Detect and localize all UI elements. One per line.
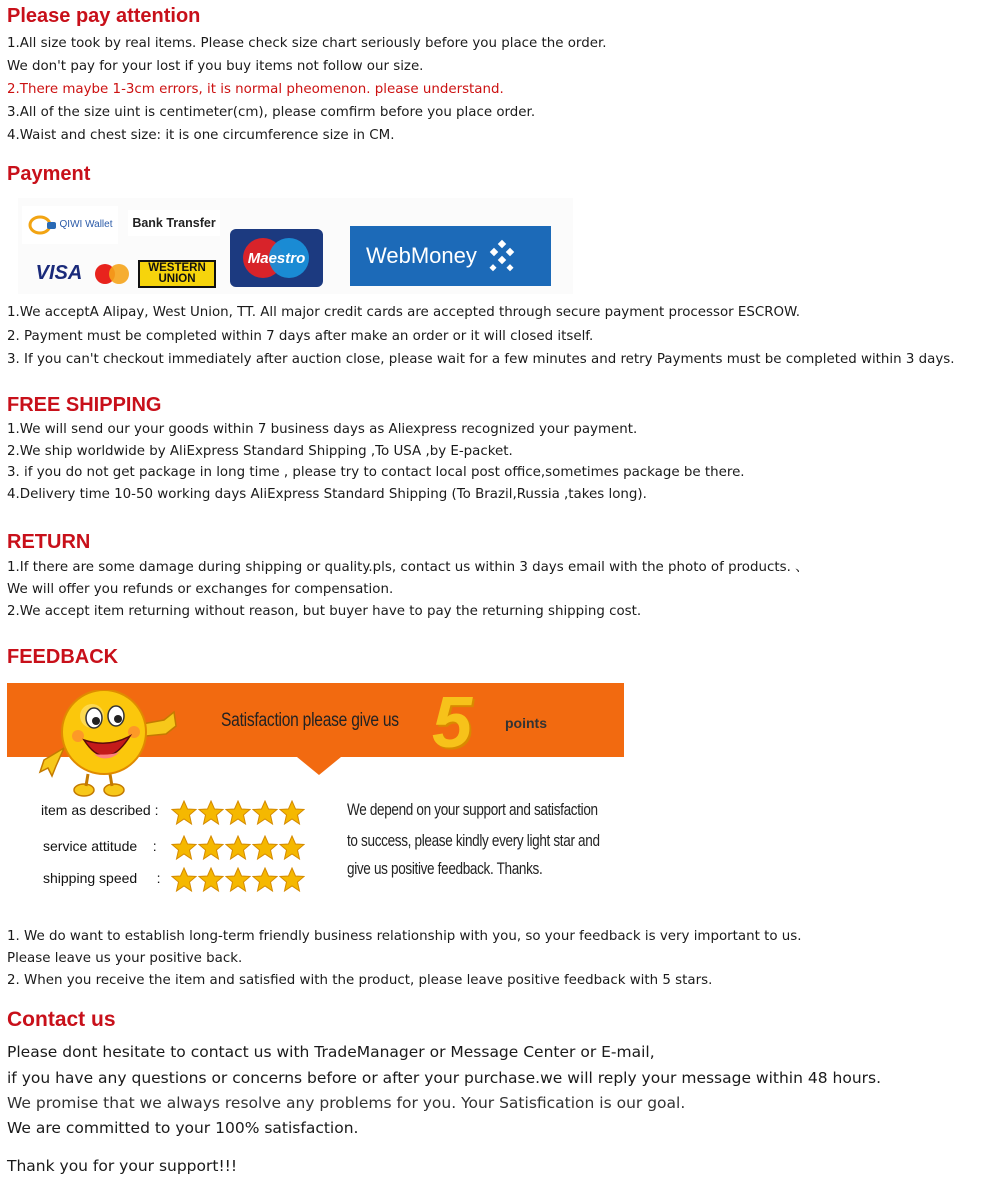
contact-line-5: Thank you for your support!!!: [7, 1157, 238, 1175]
contact-line-1: Please dont hesitate to contact us with TradeManager or Message Center or E-mail,: [7, 1043, 655, 1061]
payment-line-1: 1.We acceptA Alipay, West Union, TT. All major credit cards are accepted through secure payment processor ESCROW.: [7, 305, 801, 320]
contact-title: Contact us: [7, 1008, 116, 1031]
payment-title: Payment: [7, 163, 91, 185]
star-icon: [225, 867, 251, 893]
feedback-note-line-2: to success, please kindly every light star and: [347, 832, 600, 850]
western-union-logo: [138, 260, 216, 288]
attention-line-4: 3.All of the size uint is centimeter(cm), please comfirm before you place order.: [7, 105, 536, 120]
rating-stars-shipping: [171, 867, 305, 893]
star-icon: [279, 867, 305, 893]
shipping-line-3: 3. if you do not get package in long time , please try to contact local post office,sometimes package be there.: [7, 465, 745, 480]
attention-line-2: We don't pay for your lost if you buy items not follow our size.: [7, 59, 424, 74]
star-icon: [171, 800, 197, 826]
star-icon: [171, 835, 197, 861]
return-line-1: 1.If there are some damage during shipping or quality.pls, contact us within 3 days email with the photo of products. 、: [7, 560, 809, 575]
star-icon: [279, 800, 305, 826]
qiwi-icon: [28, 214, 58, 236]
contact-line-4: We are committed to your 100% satisfaction.: [7, 1119, 359, 1137]
star-icon: [252, 835, 278, 861]
star-icon: [198, 867, 224, 893]
webmoney-icon: [485, 239, 519, 273]
smiley-icon: [34, 690, 184, 798]
star-icon: [279, 835, 305, 861]
star-icon: [198, 800, 224, 826]
feedback-note-line-1: We depend on your support and satisfaction: [347, 801, 598, 819]
banner-suffix: points: [505, 715, 547, 731]
contact-line-2: if you have any questions or concerns before or after your purchase.we will reply your message within 48 hours.: [7, 1069, 882, 1087]
rating-stars-service: [171, 835, 305, 861]
contact-line-3: We promise that we always resolve any problems for you. Your Satisfication is our goal.: [7, 1094, 686, 1112]
banner-text: Satisfaction please give us: [221, 710, 399, 731]
payment-logos: [18, 198, 573, 294]
feedback-line-2: Please leave us your positive back.: [7, 951, 243, 966]
feedback-title: FEEDBACK: [7, 646, 119, 668]
qiwi-wallet-logo: [22, 206, 118, 244]
mastercard-logo: [90, 263, 134, 285]
western-union-line-2: UNION: [158, 273, 196, 285]
star-icon: [252, 800, 278, 826]
bank-transfer-logo: Bank Transfer: [128, 210, 220, 236]
rating-label-item: item as described :: [41, 802, 159, 818]
star-icon: [198, 835, 224, 861]
shipping-title: FREE SHIPPING: [7, 394, 162, 416]
shipping-line-2: 2.We ship worldwide by AliExpress Standard Shipping ,To USA ,by E-packet.: [7, 444, 513, 459]
banner-number: 5: [432, 683, 473, 763]
maestro-label: Maestro: [247, 249, 306, 267]
webmoney-label: WebMoney: [366, 243, 477, 268]
star-icon: [252, 867, 278, 893]
return-title: RETURN: [7, 531, 91, 553]
star-icon: [171, 867, 197, 893]
mastercard-icon: [90, 263, 134, 285]
maestro-logo: [230, 229, 323, 287]
visa-logo: VISA: [35, 261, 83, 284]
qiwi-label: QIWI Wallet: [59, 219, 113, 230]
rating-label-shipping: shipping speed :: [43, 870, 161, 886]
return-line-3: 2.We accept item returning without reason, but buyer have to pay the returning shipping cost.: [7, 604, 642, 619]
star-icon: [225, 800, 251, 826]
feedback-note-line-3: give us positive feedback. Thanks.: [347, 860, 543, 878]
rating-stars-item: [171, 800, 305, 826]
shipping-line-4: 4.Delivery time 10-50 working days AliExpress Standard Shipping (To Brazil,Russia ,takes long).: [7, 487, 647, 502]
attention-line-3: 2.There maybe 1-3cm errors, it is normal pheomenon. please understand.: [7, 82, 504, 97]
payment-line-2: 2. Payment must be completed within 7 days after make an order or it will closed itself.: [7, 329, 594, 344]
banner-pointer: [297, 757, 341, 775]
star-icon: [225, 835, 251, 861]
attention-title: Please pay attention: [7, 5, 201, 27]
rating-label-service: service attitude :: [43, 838, 157, 854]
feedback-line-3: 2. When you receive the item and satisfied with the product, please leave positive feedback with 5 stars.: [7, 973, 713, 988]
return-line-2: We will offer you refunds or exchanges for compensation.: [7, 582, 394, 597]
feedback-line-1: 1. We do want to establish long-term friendly business relationship with you, so your feedback is very important to us.: [7, 929, 802, 944]
attention-line-5: 4.Waist and chest size: it is one circumference size in CM.: [7, 128, 395, 143]
shipping-line-1: 1.We will send our your goods within 7 business days as Aliexpress recognized your payment.: [7, 422, 638, 437]
attention-line-1: 1.All size took by real items. Please check size chart seriously before you place the order.: [7, 36, 607, 51]
webmoney-logo: [350, 226, 551, 286]
payment-line-3: 3. If you can't checkout immediately after auction close, please wait for a few minutes and retry Payments must be completed within 3 days.: [7, 352, 955, 367]
western-union-line-1: WESTERN: [148, 262, 206, 274]
